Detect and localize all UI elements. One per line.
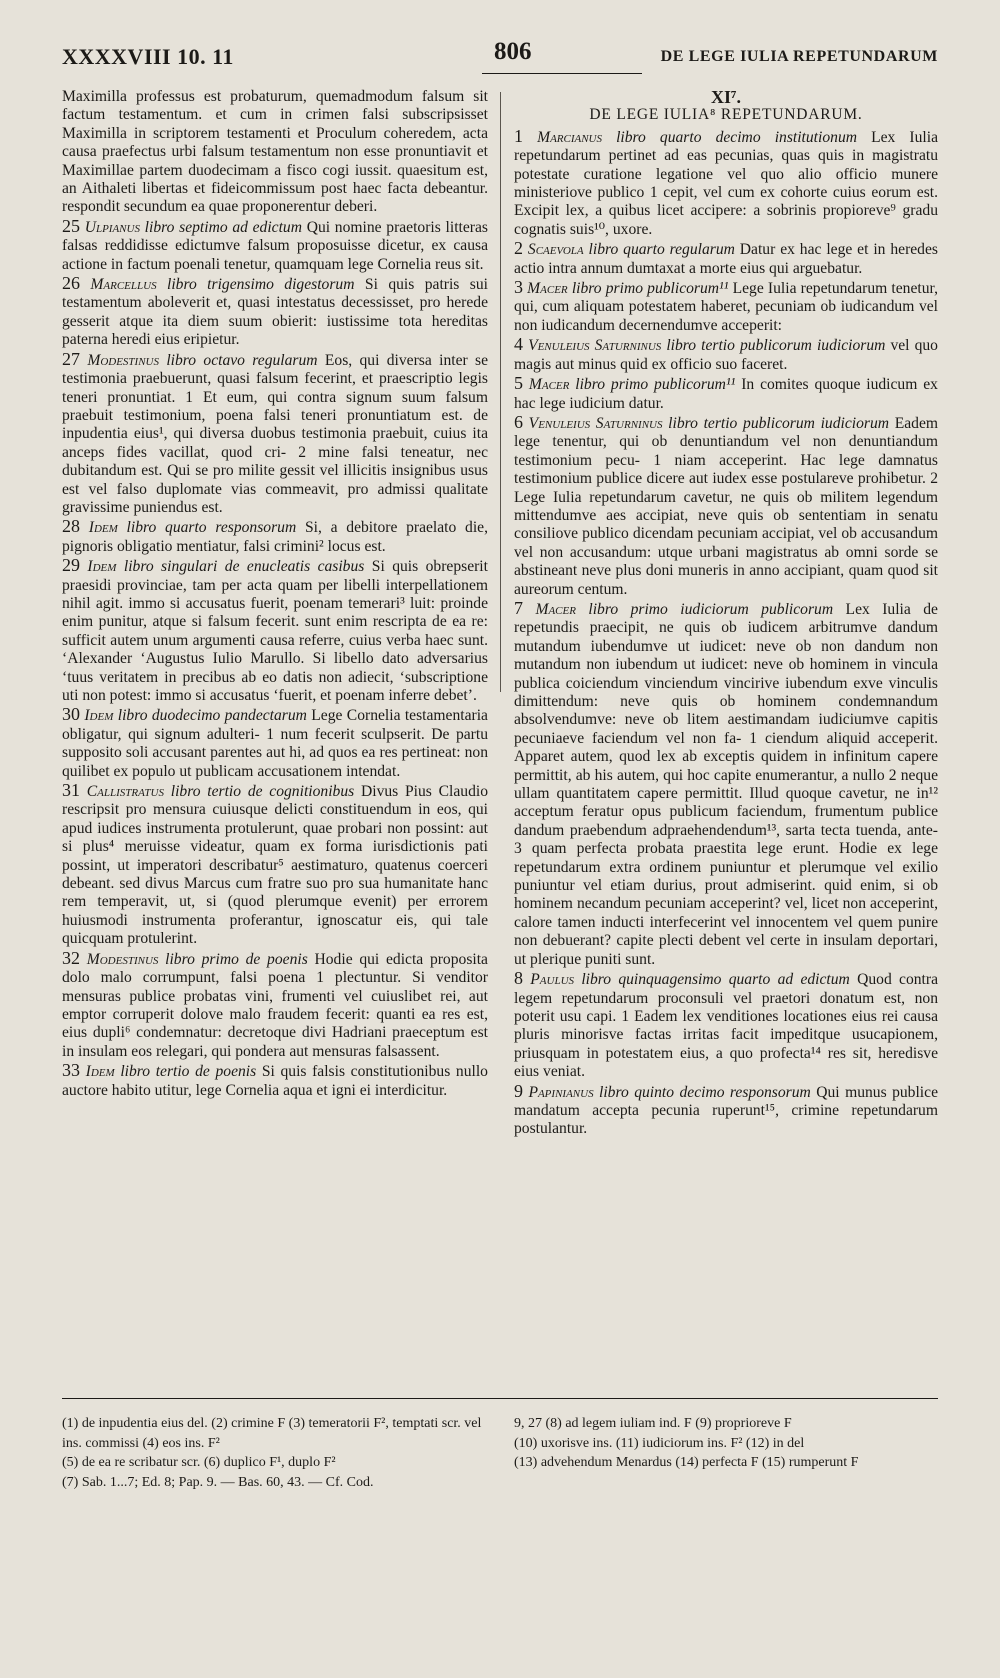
fragment-author: Papinianus (528, 1083, 594, 1101)
footnote-line: 9, 27 (8) ad legem iuliam ind. F (9) proprioreve F (514, 1416, 792, 1431)
footnote-rule (62, 1398, 938, 1399)
header-rule (482, 73, 642, 74)
fragment-author: Venuleius Saturninus (528, 414, 663, 432)
fragment-2 (514, 239, 938, 278)
fragment-number: 28 (62, 516, 80, 537)
fragment-author: Venuleius Saturninus (528, 337, 662, 355)
fragment-author: Paulus (530, 971, 575, 989)
fragment-32 (62, 949, 488, 1061)
fragment-28 (62, 517, 488, 556)
section-number: XI⁷. (711, 87, 741, 107)
fragment-source: libro duodecimo pandectarum (117, 707, 307, 725)
fragment-source: libro tertio publicorum iudiciorum (668, 414, 890, 432)
fragment-number: 31 (62, 780, 80, 801)
fragment-3 (514, 278, 938, 335)
footnote-line: (5) de ea re scribatur scr. (6) duplico F¹, duplo F² (62, 1455, 336, 1470)
fragment-33 (62, 1061, 488, 1100)
header-reference: XXXXVIII 10. 11 (62, 44, 234, 69)
fragment-author: Scaevola (527, 241, 584, 259)
fragment-number: 26 (62, 273, 80, 294)
fragment-author: Macer (528, 376, 570, 394)
fragment-30 (62, 705, 488, 781)
fragment-source: libro primo publicorum¹¹ (571, 280, 729, 298)
fragment-source: libro quarto decimo institutionum (616, 128, 858, 146)
fragment-text: Lex Iulia de repetundis praecipit, ne quis ob iudicem arbitrumve dandum mutandum iubendumve ut iudicet: neve ob non dandum non mutandum non iubendum ut iudicet: neve ob hominem in vincula publica coiciendum vinciendum vincirive iubendum exve vinculis dimittendum: neve quis ob hominem condemnandum absolvendumve: neve ob litem aestimandam iudiciumve capitis pecuniaeve faciendum vel non fa- 1 ciendum aliquid acceperit. Apparet autem, quod lex ab exceptis quidem in infinitum capere permittit, ab his autem, qui hoc capite enumerantur, a nullo 2 neque ullam quantitatem capere permittit. Illud quoque cavetur, ne in¹² acceptum feratur opus publicum faciendum, frumentum publice dandum praebendum adpraehendendum¹³, sarta tecta tuenda, ante- 3 quam perfecta probata praestita lege erunt. Hodie ex lege repetundarum extra ordinem puniuntur et plerumque vel exilio puniuntur vel etiam durius, prout admiserint. quid enim, si ob hominem necandum pecuniam acceperint? vel, licet non acceperint, calore tamen inducti interfecerint vel innocentem vel quem punire non debuerant? capite plecti debent vel certe in insulam deportari, ut plerique puniti sunt. (514, 600, 938, 968)
fragment-7 (514, 599, 938, 969)
page-number: 806 (494, 38, 532, 65)
fragment-number: 33 (62, 1060, 80, 1081)
fragment-text: Lege Iulia repetundarum tenetur, qui, cum aliquam potestatem haberet, pecuniam ob iudicandum vel non iudicandum decernendumve acceperit: (514, 280, 938, 334)
fragment-author: Macer (527, 280, 568, 298)
footnote-line: (7) Sab. 1...7; Ed. 8; Pap. 9. — Bas. 60, 43. — Cf. Cod. (62, 1474, 374, 1490)
fragment-1 (514, 127, 938, 239)
fragment-text: Lege Cornelia testamentaria obligatur, qui signum adulteri- 1 num fecerit sculpserit. De partu supposito soli accusant parentes aut hi, ad quos ea res pertineat: non quilibet ex populo ut publicam accusationem intendat. (62, 707, 488, 780)
fragment-4 (514, 335, 938, 374)
fragment-number: 3 (514, 277, 523, 298)
fragment-author: Modestinus (87, 351, 159, 369)
fragment-author: Idem (85, 1063, 115, 1081)
fragment-27 (62, 350, 488, 518)
fragment-number: 9 (514, 1080, 523, 1101)
fragment-author: Ulpianus (84, 218, 140, 236)
fragment-number: 30 (62, 704, 80, 725)
fragment-text: Hodie qui edicta proposita dolo malo corrumpunt, falsi poena 1 plectuntur. Si venditor mensuras publice probatas vini, frumenti vel cuiuslibet rei, aut emptor corruperit dolove malo fraudem fecerit: quanti ea res est, eius dupli⁶ condemnatur: decretoque divi Hadriani praeceptum est in insulam eos relegari, qui pondera aut mensuras falsassent. (62, 950, 488, 1060)
fragment-author: Macer (535, 600, 576, 618)
fragment-number: 1 (514, 125, 523, 146)
fragment-author: Marcianus (537, 128, 603, 146)
fragment-29 (62, 556, 488, 705)
section-title: DE LEGE IULIA⁸ REPETUNDARUM. (589, 106, 863, 124)
fragment-continued (62, 88, 488, 217)
footnotes-right (514, 1414, 938, 1473)
fragment-text: vel quo magis aut minus quid ex officio suo faceret. (514, 337, 938, 373)
fragment-source: libro trigensimo digestorum (167, 276, 355, 294)
fragment-text: Si quis falsis constitutionibus nullo auctore habito utitur, lege Cornelia aqua et igni ei interdicitur. (62, 1063, 488, 1099)
fragment-text: Si, a debitore praelato die, pignoris obligatio mentiatur, falsi crimini² locus est. (62, 519, 489, 555)
fragment-number: 29 (62, 555, 80, 576)
fragment-source: libro tertio de cognitionibus (170, 783, 355, 801)
fragment-number: 2 (514, 238, 523, 259)
right-column (514, 88, 938, 1139)
footnote-line: (13) advehendum Menardus (14) perfecta F (15) rumperunt F (514, 1455, 859, 1470)
fragment-26 (62, 274, 488, 350)
fragment-number: 8 (514, 968, 523, 989)
fragment-8 (514, 969, 938, 1081)
fragment-text: Divus Pius Claudio rescripsit pro mensura cuiusque delicti constituendum in eos, qui apud iudices instrumenta protulerunt, quae probari non possint: aut si plus⁴ meruisse videatur, quam ex forma iurisdictionis pati possint, ut imperatori describatur⁵ aestimaturo, quatenus coerceri debeant. sed divus Marcus cum fratre suo pro sua humanitate hanc rem temperavit, ut, si (quod plerumque evenit) per errorem huiusmodi instrumenta proferantur, ignoscatur eis, qui tale quicquam protulerint. (62, 783, 488, 948)
fragment-source: libro primo iudiciorum publicorum (588, 600, 834, 618)
fragment-number: 6 (514, 411, 523, 432)
column-divider (500, 92, 501, 692)
fragment-source: libro primo publicorum¹¹ (575, 376, 736, 394)
fragment-source: libro octavo regularum (166, 351, 318, 369)
fragment-author: Modestinus (86, 950, 159, 968)
fragment-source: libro singulari de enucleatis casibus (123, 558, 365, 576)
fragment-text: Lex Iulia repetundarum pertinet ad eas pecunias, quas quis in magistratu potestate curatione legatione vel quo alio officio munere ministeriove publico 1 cepit, vel cum ex cohorte cuius eorum est. Excipit lex, a quibus licet accipere: a sobrinis propioreve⁹ gradu cognatis suis¹⁰, uxore. (514, 128, 938, 238)
fragment-text: Si quis patris sui testamentum aboleverit et, quasi intestatus decessisset, pro herede gesserit atque ita diem suum obierit: iustissime tota hereditas paterna heredi eius eripietur. (62, 276, 488, 349)
footnote-line: (10) uxorisve ins. (11) iudiciorum ins. F² (12) in del (514, 1435, 805, 1451)
fragment-9 (514, 1082, 938, 1139)
fragment-author: Idem (87, 558, 117, 576)
header-title: DE LEGE IULIA REPETUNDARUM (660, 48, 938, 65)
fragment-5 (514, 374, 938, 413)
fragment-author: Idem (84, 707, 114, 725)
fragment-text: Qui nomine praetoris litteras falsas reddidisse edictumve falsum proposuisse dicetur, ex causa actione in factum poenali tenetur, quamquam lege Cornelia reus sit. (62, 218, 488, 273)
fragment-number: 7 (514, 597, 523, 618)
fragment-number: 5 (514, 373, 523, 394)
fragment-source: libro septimo ad edictum (144, 218, 302, 236)
fragment-source: libro quarto responsorum (126, 519, 297, 537)
fragment-source: libro quinto decimo responsorum (599, 1083, 811, 1101)
fragment-31 (62, 781, 488, 949)
footnotes-left (62, 1414, 490, 1492)
fragment-number: 4 (514, 334, 523, 355)
fragment-25 (62, 217, 488, 274)
fragment-author: Marcellus (90, 276, 157, 294)
fragment-number: 32 (62, 947, 80, 968)
fragment-text: Eos, qui diversa inter se testimonia praebuerunt, quasi falsum fecerint, et praescriptio legis teneri pronuntiat. 1 Et eum, qui contra signum suum falsum praebuit testimonium, poena falsi teneri pronuntiatum est. de inpudentia eius¹, qui diversa duobus testimonia praebuit, cuius ita anceps fides vacillat, quod cri- 2 mine falsi teneatur, nec dubitandum est. Qui se pro milite gessit vel illicitis insignibus usus est vel falso duplomate vias commeavit, pro admissi qualitate gravissime puniendus est. (62, 351, 488, 516)
fragment-author: Idem (88, 519, 118, 537)
fragment-text: Eadem lege tenentur, qui ob denuntiandum vel non denuntiandum testimonium pecu- 1 niam acceperint. Hac lege damnatus testimonium publice dicere aut iudex esse postulareve prohibetur. 2 Lege Iulia repetundarum cavetur, ne quis ob militem legendum mittendumve aes accipiat, neve quis ob sententiam in senatu consiliove publico dicendam pecuniam accipiat, vel ob accusandum vel non accusandum: utque urbani magistratus ab omni sorde se abstineant neve plus doni muneris in anno accipiant, quam quod sit aureorum centum. (514, 414, 938, 598)
fragment-source: libro quarto regularum (588, 241, 735, 259)
fragment-source: libro primo de poenis (165, 950, 308, 968)
fragment-text: Maximilla professus est probaturum, quemadmodum falsum sit factum testamentum. et cum in crimen falsi subscripsisset Maximilla in scriptorem testamenti et Proculum coheredem, acta causa praefectus urbi falsum testamentum non esse pronuntiavit et Maximillae partem duodecimam a fisco cogi iussit. quaesitum est, an Aithaleti libertas et fideicommissum post haec facta debeantur. respondit secundum ea quae proponerentur deberi. (62, 88, 488, 216)
running-header (62, 38, 938, 78)
fragment-source: libro quinquagensimo quarto ad edictum (581, 971, 850, 989)
fragment-source: libro tertio publicorum iudiciorum (666, 337, 886, 355)
fragment-source: libro tertio de poenis (120, 1063, 257, 1081)
fragment-6 (514, 413, 938, 599)
fragment-text: Quod contra legem repetundarum proconsuli vel praetori donatum est, non poterit usu capi. 1 Eadem lex venditiones locationes eius rei causa pluris minorisve factas irritas facit impeditque usucapionem, priusquam in potestatem eius, a quo profecta¹⁴ res sit, heredisve eius veniat. (514, 971, 938, 1081)
fragment-text: In comites quoque iudicum ex hac lege iudicium datur. (514, 376, 938, 412)
fragment-text: Qui munus publice mandatum accepta pecunia ruperunt¹⁵, crimine repetundarum postulantur. (514, 1083, 938, 1138)
fragment-text: Si quis obrepserit praesidi provinciae, tam per acta quam per libelli interpellationem nihil agit. immo si accusatus fuerit, poenam temerari³ luit: proinde enim punitur, atque si falsum fecerit. sunt enim rescripta de ea re: sufficit autem unum argumenti causa referre, cuius verba haec sunt. ‘Alexander ‘Augustus Iulio Marullo. Si libello dato adversarius ‘tuus veritatem in precibus ab eo datis non adiecit, ‘subscriptione uti non potest: immo si accusatus ‘fuerit, et poenam inferre debet’. (62, 558, 488, 704)
footnote-line: (1) de inpudentia eius del. (2) crimine F (3) temeratorii F², temptati scr. vel ins. commissi (4) eos ins. F² (62, 1416, 482, 1451)
fragment-text: Datur ex hac lege et in heredes actio intra annum dumtaxat a morte eius qui arguebatur. (514, 241, 938, 277)
fragment-author: Callistratus (86, 783, 164, 801)
fragment-number: 25 (62, 215, 80, 236)
fragment-number: 27 (62, 348, 80, 369)
